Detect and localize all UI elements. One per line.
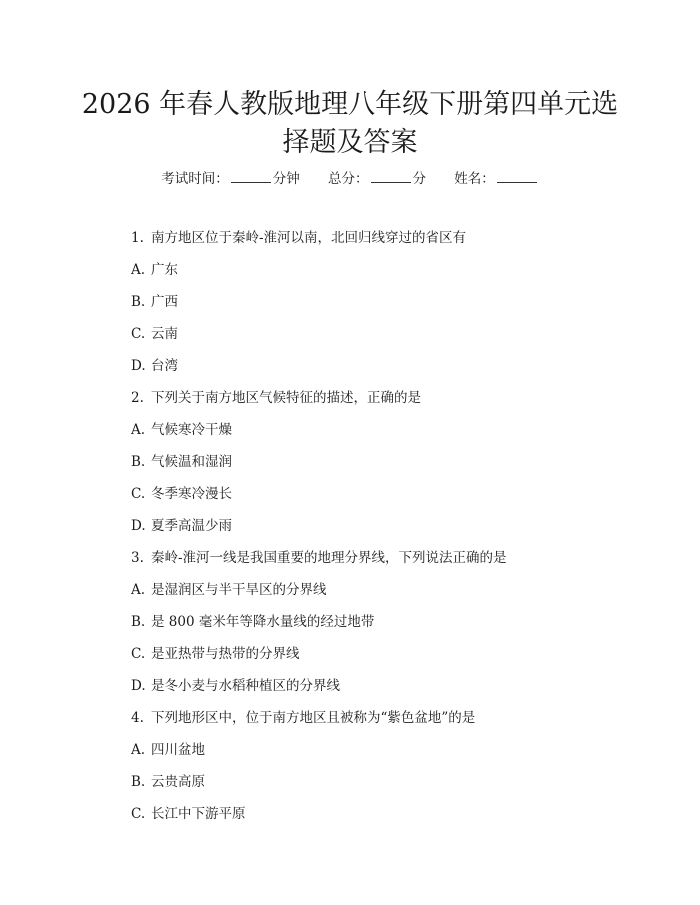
option-text: 是湿润区与半干旱区的分界线 [151, 582, 327, 598]
exam-time-blank [231, 170, 271, 183]
question-3-option-a [131, 580, 651, 612]
option-letter: D. [131, 358, 146, 374]
question-1-option-a [131, 260, 651, 292]
question-number: 3. [131, 550, 144, 566]
question-4 [131, 708, 651, 740]
question-4-option-a [131, 740, 651, 772]
option-text: 是冬小麦与水稻种植区的分界线 [151, 678, 340, 694]
exam-info [0, 170, 700, 188]
title-line-1: 2026 年春人教版地理八年级下册第四单元选 [81, 89, 619, 120]
option-text: 长江中下游平原 [151, 806, 246, 822]
title-line-2: 择题及答案 [282, 127, 418, 158]
option-text: 云南 [151, 326, 178, 342]
option-letter: A. [131, 582, 146, 598]
option-text: 广西 [151, 294, 178, 310]
total-score-field [328, 170, 426, 188]
question-2-option-d [131, 516, 651, 548]
question-list [131, 228, 651, 836]
question-1 [131, 228, 651, 260]
option-text: 台湾 [151, 358, 178, 374]
student-name-label: 姓名： [454, 171, 495, 187]
option-letter: B. [131, 294, 146, 310]
question-text: 秦岭-淮河一线是我国重要的地理分界线，下列说法正确的是 [151, 550, 507, 566]
option-letter: B. [131, 774, 146, 790]
option-text: 广东 [151, 262, 178, 278]
question-1-option-b [131, 292, 651, 324]
option-text: 气候寒冷干燥 [151, 422, 232, 438]
question-4-option-b [131, 772, 651, 804]
option-letter: A. [131, 742, 146, 758]
option-text: 是亚热带与热带的分界线 [151, 646, 300, 662]
question-2-option-b [131, 452, 651, 484]
question-1-option-c [131, 324, 651, 356]
option-text: 是 800 毫米年等降水量线的经过地带 [151, 614, 375, 630]
exam-time-label: 考试时间： [161, 171, 229, 187]
option-letter: C. [131, 326, 146, 342]
exam-time-unit: 分钟 [272, 171, 300, 187]
question-3-option-d [131, 676, 651, 708]
option-text: 气候温和湿润 [151, 454, 232, 470]
option-letter: A. [131, 422, 146, 438]
question-3-option-c [131, 644, 651, 676]
question-text: 下列地形区中，位于南方地区且被称为“紫色盆地”的是 [151, 710, 476, 726]
option-letter: B. [131, 614, 146, 630]
question-number: 4. [131, 710, 144, 726]
total-score-label: 总分： [328, 171, 369, 187]
exam-time-field [161, 170, 300, 188]
option-text: 云贵高原 [151, 774, 205, 790]
option-text: 夏季高温少雨 [151, 518, 232, 534]
question-3 [131, 548, 651, 580]
option-letter: D. [131, 678, 146, 694]
option-letter: D. [131, 518, 146, 534]
question-number: 1. [131, 230, 144, 246]
question-4-option-c [131, 804, 651, 836]
question-number: 2. [131, 390, 144, 406]
question-2-option-a [131, 420, 651, 452]
option-text: 冬季寒冷漫长 [151, 486, 232, 502]
question-2 [131, 388, 651, 420]
student-name-field [454, 170, 539, 188]
option-letter: A. [131, 262, 146, 278]
option-text: 四川盆地 [151, 742, 205, 758]
total-score-blank [371, 170, 411, 183]
question-text: 南方地区位于秦岭-淮河以南，北回归线穿过的省区有 [151, 230, 467, 246]
question-3-option-b [131, 612, 651, 644]
option-letter: C. [131, 646, 146, 662]
option-letter: C. [131, 806, 146, 822]
question-text: 下列关于南方地区气候特征的描述，正确的是 [151, 390, 421, 406]
student-name-blank [497, 170, 537, 183]
option-letter: B. [131, 454, 146, 470]
question-1-option-d [131, 356, 651, 388]
total-score-unit: 分 [412, 171, 426, 187]
question-2-option-c [131, 484, 651, 516]
document-title [80, 86, 620, 162]
option-letter: C. [131, 486, 146, 502]
